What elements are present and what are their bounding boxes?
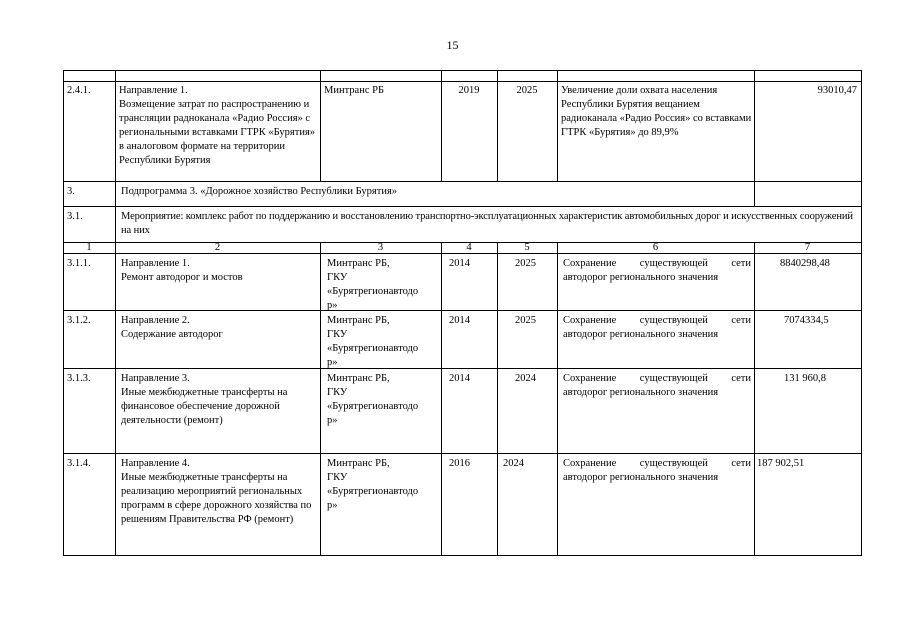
table-border-line bbox=[754, 181, 755, 206]
table-border-line bbox=[557, 242, 558, 555]
row-number: 3.1.1. bbox=[67, 258, 91, 269]
executor: Минтранс РБ, ГКУ «Бурятрегионавтодо р» bbox=[327, 258, 419, 311]
table-border-line bbox=[754, 70, 755, 181]
table-border-line bbox=[63, 70, 862, 71]
table-border-line bbox=[115, 206, 116, 242]
expected-result: Сохранение существующей сети автодорог регионального значения bbox=[563, 458, 751, 483]
measure-name: Направление 2. Содержание автодорог bbox=[121, 315, 223, 340]
expected-result: Сохранение существующей сети автодорог регионального значения bbox=[563, 373, 751, 398]
end-year: 2024 bbox=[503, 458, 524, 469]
financing-amount: 8840298,48 bbox=[780, 258, 830, 269]
table-border-line bbox=[861, 70, 862, 555]
row-number: 3.1.2. bbox=[67, 315, 91, 326]
executor: Минтранс РБ, ГКУ «Бурятрегионавтодо р» bbox=[327, 315, 419, 368]
financing-amount: 131 960,8 bbox=[784, 373, 826, 384]
expected-result: Сохранение существующей сети автодорог регионального значения bbox=[563, 315, 751, 340]
start-year: 2014 bbox=[449, 373, 470, 384]
column-number: 2 bbox=[214, 242, 221, 253]
financing-amount: 7074334,5 bbox=[784, 315, 829, 326]
activity-title: Мероприятие: комплекс работ по поддержанию и восстановлению транспортно-эксплуатационных характеристик автомобильных дорог и искусственных сооружений на них bbox=[121, 211, 853, 236]
table-border-line bbox=[115, 70, 116, 181]
end-year: 2025 bbox=[515, 258, 536, 269]
start-year: 2016 bbox=[449, 458, 470, 469]
table-border-line bbox=[63, 206, 862, 207]
expected-result: Сохранение существующей сети автодорог регионального значения bbox=[563, 258, 751, 283]
table-border-line bbox=[63, 70, 64, 555]
end-year: 2025 bbox=[516, 85, 538, 96]
table-border-line bbox=[497, 242, 498, 555]
page-number: 15 bbox=[446, 38, 459, 52]
column-number: 1 bbox=[86, 242, 92, 253]
expected-result: Увеличение доли охвата населения Республики Бурятия вещанием радиоканала «Радио Россия» со вставками ГТРК «Бурятия» до 89,9% bbox=[561, 85, 752, 138]
start-year: 2014 bbox=[449, 315, 470, 326]
table-border-line bbox=[557, 70, 558, 181]
measure-name: Направление 1. Возмещение затрат по распространению и трансляции радноканала «Радио Россия» с региональными вставками ГТРК «Бурятия» в аналоговом формате на территории Республики Бурятия bbox=[119, 85, 316, 166]
table-border-line bbox=[754, 242, 755, 555]
table-border-line bbox=[441, 242, 442, 555]
table-border-line bbox=[63, 555, 862, 556]
column-number: 5 bbox=[524, 242, 530, 253]
row-number: 3.1.3. bbox=[67, 373, 91, 384]
column-number: 4 bbox=[466, 242, 472, 253]
financing-amount: 93010,47 bbox=[817, 85, 857, 96]
row-number: 3.1.4. bbox=[67, 458, 91, 469]
table-border-line bbox=[63, 453, 862, 454]
table-border-line bbox=[63, 310, 862, 311]
table-border-line bbox=[320, 70, 321, 181]
subprogram-title: Подпрограмма 3. «Дорожное хозяйство Республики Бурятия» bbox=[121, 186, 398, 197]
start-year: 2019 bbox=[458, 85, 480, 96]
table-border-line bbox=[320, 242, 321, 555]
column-number: 7 bbox=[804, 242, 811, 253]
executor: Минтранс РБ, ГКУ «Бурятрегионавтодо р» bbox=[327, 458, 419, 511]
start-year: 2014 bbox=[449, 258, 470, 269]
row-number: 2.4.1. bbox=[67, 85, 91, 96]
executor: Минтранс РБ bbox=[324, 85, 384, 96]
table-border-line bbox=[63, 81, 862, 82]
column-number: 3 bbox=[377, 242, 384, 253]
measure-name: Направление 1. Ремонт автодорог и мостов bbox=[121, 258, 243, 283]
executor: Минтранс РБ, ГКУ «Бурятрегионавтодо р» bbox=[327, 373, 419, 426]
measure-name: Направление 4. Иные межбюджетные трансферты на реализацию мероприятий региональных программ в сфере дорожного хозяйства по решениям Правительства РФ (ремонт) bbox=[121, 458, 312, 525]
table-border-line bbox=[115, 242, 116, 555]
financing-amount: 187 902,51 bbox=[757, 458, 805, 469]
end-year: 2025 bbox=[515, 315, 536, 326]
table-border-line bbox=[63, 181, 862, 182]
table-border-line bbox=[63, 368, 862, 369]
measure-name: Направление 3. Иные межбюджетные трансферты на финансовое обеспечение дорожной деятельности (ремонт) bbox=[121, 373, 288, 426]
column-number: 6 bbox=[652, 242, 659, 253]
row-number: 3. bbox=[67, 186, 75, 197]
end-year: 2024 bbox=[515, 373, 536, 384]
row-number: 3.1. bbox=[67, 211, 83, 222]
table-border-line bbox=[115, 181, 116, 206]
